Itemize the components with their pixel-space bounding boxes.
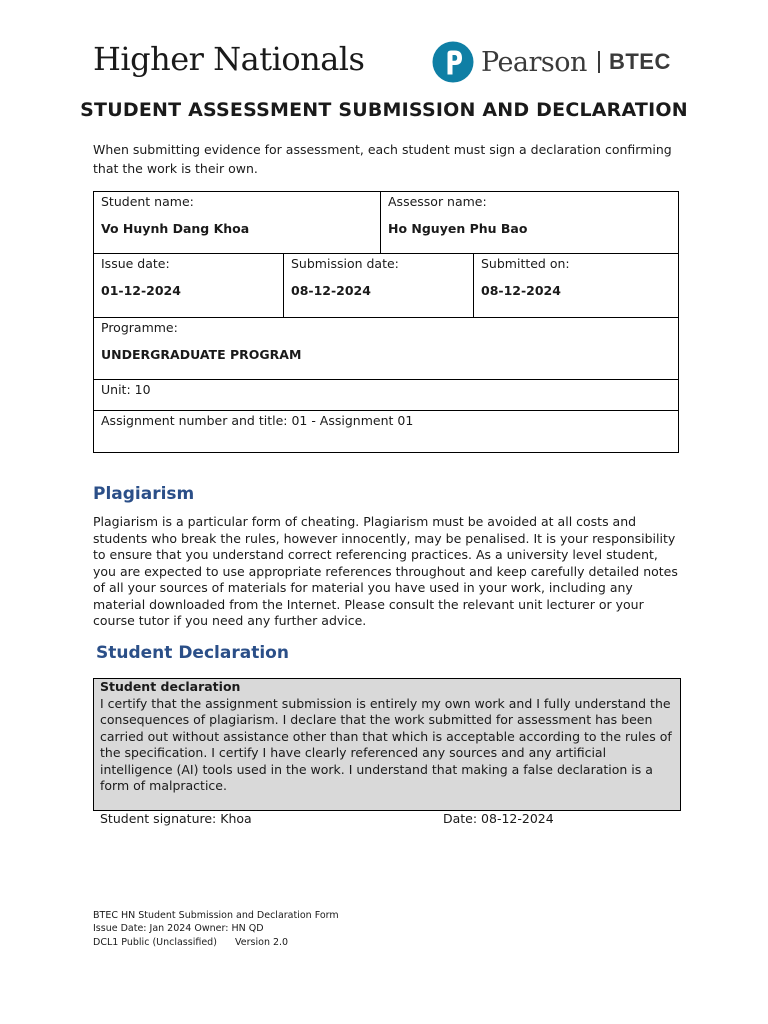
brand-title: Higher Nationals — [93, 40, 365, 78]
issue-date-value: 01-12-2024 — [101, 283, 181, 298]
issue-date-cell — [94, 254, 284, 318]
pearson-logo — [432, 40, 671, 84]
declaration-box-title: Student declaration — [100, 679, 241, 694]
logo-wordmark: Pearson — [481, 46, 587, 78]
assessor-name-label: Assessor name: — [388, 194, 487, 209]
unit-cell — [94, 380, 679, 411]
student-name-label: Student name: — [101, 194, 194, 209]
declaration-heading: Student Declaration — [96, 643, 289, 663]
submitted-on-cell — [474, 254, 679, 318]
footer-line-issue: Issue Date: Jan 2024 Owner: HN QD — [93, 923, 264, 935]
submitted-on-value: 08-12-2024 — [481, 283, 561, 298]
submitted-on-label: Submitted on: — [481, 256, 570, 271]
logo-btec: BTEC — [608, 49, 671, 74]
issue-date-label: Issue date: — [101, 256, 170, 271]
programme-label: Programme: — [101, 320, 178, 335]
assessor-name-value: Ho Nguyen Phu Bao — [388, 221, 528, 236]
unit-text: Unit: 10 — [101, 382, 151, 397]
plagiarism-text: Plagiarism is a particular form of cheating. Plagiarism must be avoided at all costs and students who break the rules, however innocently, may be penalised. It is your responsibility to ensure that you understand correct referencing practices. As a university level student, you are expected to use appropriate references throughout and keep carefully detailed notes of all your sources of materials for material you have used in your work, including any material downloaded from the Internet. Please consult the relevant unit lecturer or your course tutor if you need any further advice. — [93, 514, 678, 628]
student-signature: Student signature: Khoa — [100, 810, 252, 826]
student-name-value: Vo Huynh Dang Khoa — [101, 221, 250, 236]
submission-date-value: 08-12-2024 — [291, 283, 371, 298]
assessor-name-cell — [381, 192, 679, 254]
page-title: STUDENT ASSESSMENT SUBMISSION AND DECLARATION — [80, 99, 688, 121]
assignment-text: Assignment number and title: 01 - Assignment 01 — [101, 413, 414, 428]
declaration-date: Date: 08-12-2024 — [443, 810, 554, 826]
intro-text: When submitting evidence for assessment, each student must sign a declaration confirming that the work is their own. — [93, 142, 672, 176]
signature-row — [100, 811, 680, 828]
pearson-p-icon — [432, 41, 474, 83]
footer-line-classification: DCL1 Public (Unclassified) Version 2.0 — [93, 936, 289, 948]
student-name-cell — [94, 192, 381, 254]
declaration-box-text: I certify that the assignment submission is entirely my own work and I fully understand the consequences of plagiarism. I declare that the work submitted for assessment has been carried out without assistance other than that which is acceptable according to the rules of the specification. I certify I have clearly referenced any sources and any artificial intelligence (AI) tools used in the work. I understand that making a false declaration is a form of malpractice. — [100, 695, 672, 793]
footer-line-form: BTEC HN Student Submission and Declaration Form — [93, 910, 339, 921]
programme-value: UNDERGRADUATE PROGRAM — [101, 347, 302, 362]
submission-info-table — [93, 191, 679, 453]
submission-date-cell — [284, 254, 474, 318]
plagiarism-heading: Plagiarism — [93, 484, 195, 504]
logo-divider — [598, 51, 600, 73]
page-footer — [93, 909, 339, 949]
declaration-box — [93, 678, 681, 826]
submission-date-label: Submission date: — [291, 256, 399, 271]
assignment-cell — [94, 411, 679, 453]
programme-cell — [94, 318, 679, 380]
